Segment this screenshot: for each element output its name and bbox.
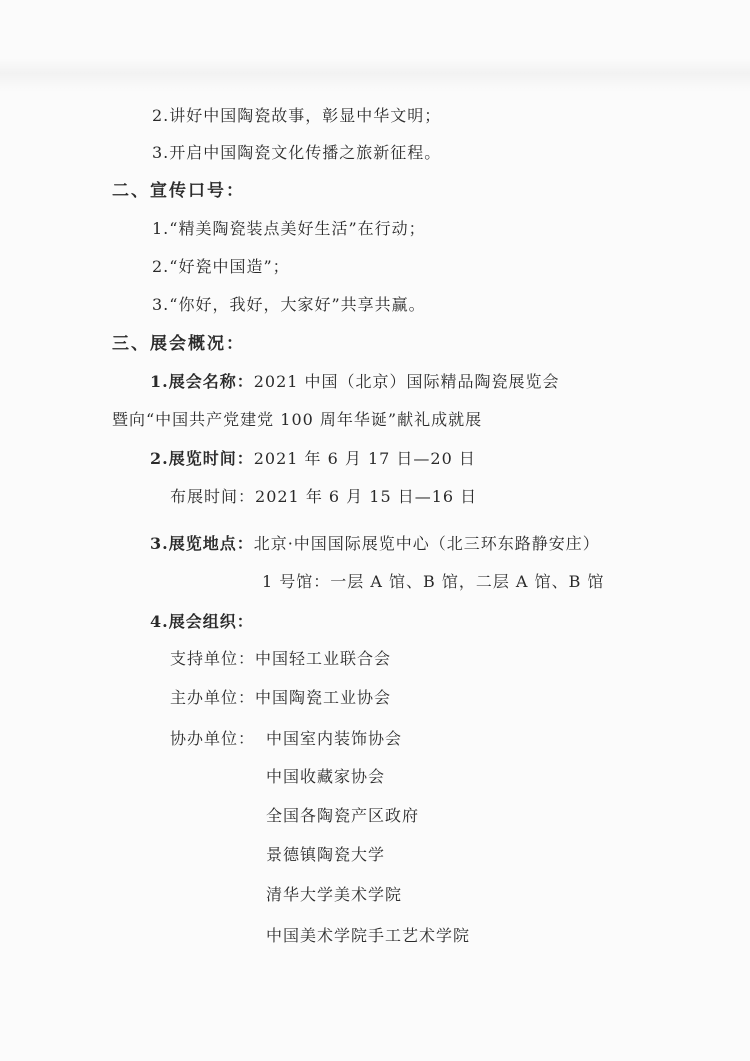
field-value: 2021 年 6 月 15 日—16 日: [255, 487, 478, 506]
co-unit-label: 协办单位：: [170, 729, 256, 748]
exhibition-time: [150, 451, 476, 467]
support-unit: [170, 651, 391, 667]
slogan-item: 3.“你好，我好，大家好”共享共赢。: [152, 295, 426, 314]
co-unit: 中国收藏家协会: [266, 767, 386, 786]
co-unit: 景德镇陶瓷大学: [266, 845, 386, 864]
field-label: 布展时间：: [170, 487, 256, 506]
field-label: 1.展会名称：: [150, 372, 254, 391]
co-unit: 中国美术学院手工艺术学院: [266, 926, 471, 945]
exhibition-place: [150, 536, 600, 552]
field-label: 3.展览地点：: [150, 534, 254, 553]
field-value: 2021 年 6 月 17 日—20 日: [253, 449, 476, 468]
slogan-item: 1.“精美陶瓷装点美好生活”在行动；: [152, 219, 426, 238]
scan-bleed-through: [0, 58, 750, 92]
slogan-item: 2.“好瓷中国造”；: [152, 257, 290, 276]
section-heading: 二、宣传口号：: [112, 181, 245, 201]
field-value: 1 号馆：一层 A 馆、B 馆，二层 A 馆、B 馆: [262, 572, 605, 591]
section-heading: 三、展会概况：: [112, 334, 245, 354]
setup-time: [170, 489, 477, 505]
intro-item: 3.开启中国陶瓷文化传播之旅新征程。: [152, 143, 442, 162]
field-label: 支持单位：: [170, 649, 256, 668]
co-unit: 清华大学美术学院: [266, 885, 403, 904]
field-label: 主办单位：: [170, 688, 256, 707]
field-label: 4.展会组织：: [150, 612, 254, 631]
exhibition-name: [150, 374, 560, 390]
field-value: 暨向“中国共产党建党 100 周年华诞”献礼成就展: [112, 410, 483, 429]
field-value: 中国轻工业联合会: [255, 649, 392, 668]
field-label: 2.展览时间：: [150, 449, 254, 468]
field-value: 2021 中国（北京）国际精品陶瓷展览会: [253, 372, 560, 391]
field-value: 北京·中国国际展览中心（北三环东路静安庄）: [253, 534, 600, 553]
intro-item: 2.讲好中国陶瓷故事，彰显中华文明；: [152, 106, 442, 125]
host-unit: [170, 690, 391, 706]
co-unit: 全国各陶瓷产区政府: [266, 806, 420, 825]
field-value: 中国陶瓷工业协会: [255, 688, 392, 707]
co-unit: 中国室内装饰协会: [266, 729, 403, 748]
